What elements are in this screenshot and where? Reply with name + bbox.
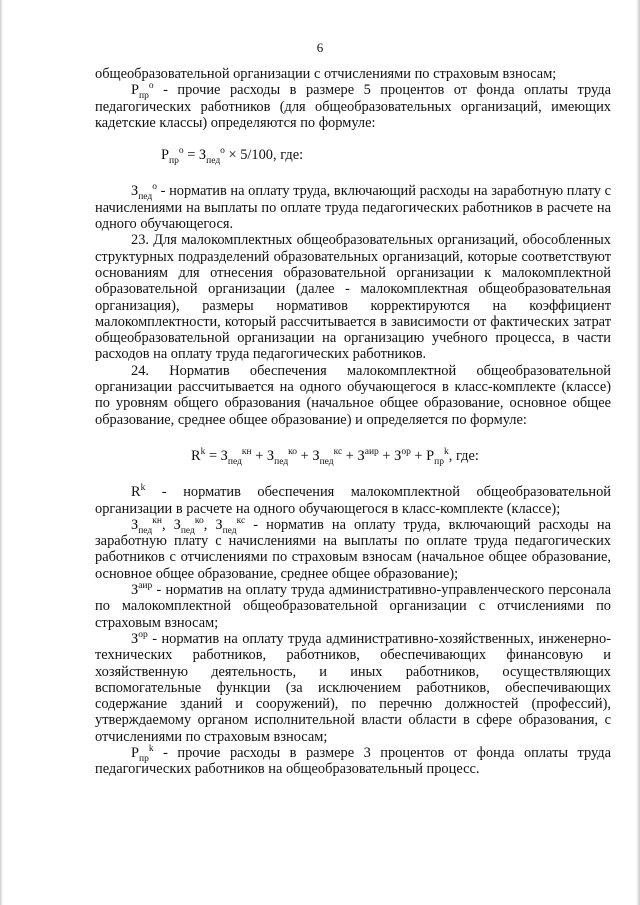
paragraph-item-24: 24. Норматив обеспечения малокомплектной общеобразовательной организации рассчитывается на одного обучающегося в класс-комплекте (классе) по уровням общего образования (начальное общее образование, основное общее образование, среднее общее образование) и определяется по формуле: (95, 362, 611, 428)
formula-other-expenses: $Р_{пр}^о = З_{пед}^о \times 5/100$, где: (161, 146, 304, 167)
paragraph-teacher-wage-norms: $З_{пед}^{кн}$, $З_{пед}^{ко}$, $З_{пед}^{кс}$ - норматив на оплату труда, включающий расходы на заработную плату с начислениями на выплаты по оплате труда педагогических работников с отчислениями по страховым взносам (начальное общее образование, основное общее образование, среднее общее образование); (95, 516, 612, 582)
scan-edge-right (636, 0, 640, 905)
document-body (95, 66, 611, 778)
paragraph-admin-wage-norm: $З^{аир}$ - норматив на оплату труда административно-управленческого персонала по малокомплектной общеобразовательной организации с отчислениями по страховым взносам; (95, 581, 611, 631)
scan-edge-left (0, 0, 3, 905)
paragraph-other-expenses-5pct: $Р_{пр}^о$ - прочие расходы в размере 5 процентов от фонда оплаты труда педагогических работников (для общеобразовательных организаций, имеющих кадетские классы) определяются по формуле: (95, 81, 611, 131)
formula-small-school-norm: $R^k = З_{пед}^{кн} + З_{пед}^{ко} + З_{пед}^{кс} + З^{аир} + З^{ор} + Р_{пр}^k$, где: (191, 447, 479, 467)
paragraph-support-staff-wage-norm: $З^{ор}$ - норматив на оплату труда административно-хозяйственных, инженерно-технических работников, работников, обеспечивающих финансовую и хозяйственную деятельность, и иных работников, осуществляющих вспомогательные функции (за исключением работников, обеспечивающих содержание зданий и сооружений), по перечню должностей (профессий), утверждаемому органом исполнительной власти области в сфере образования, с отчислениями по страховым взносам; (95, 630, 611, 745)
paragraph-item-23: 23. Для малокомплектных общеобразовательных организаций, обособленных структурных подразделений образовательных организаций, которые соответствуют основаниям для отнесения образовательной организации к малокомплектной образовательной организации (далее - малокомплектная общеобразовательная организация), размеры нормативов корректируются на коэффициент малокомплектности, который рассчитывается в зависимости от фактических затрат общеобразовательной организации на организацию учебного процесса, в части расходов на оплату труда педагогических работников. (95, 232, 611, 363)
page-number: 6 (316, 40, 324, 55)
paragraph-continuation: общеобразовательной организации с отчислениями по страховым взносам; (95, 66, 557, 82)
paragraph-wage-norm-definition: $З_{пед}^о$ - норматив на оплату труда, включающий расходы на заработную плату с начислениями на выплаты по оплате труда педагогических работников в расчете на одного обучающегося. (95, 182, 611, 233)
paragraph-rk-definition: $R^k$ - норматив обеспечения малокомплектной общеобразовательной организации в расчете на одного обучающегося в класс-комплекте (классе); (95, 483, 611, 517)
paragraph-other-expenses-3pct: $Р_{пр}^k$ - прочие расходы в размере 3 процентов от фонда оплаты труда педагогических работников на общеобразовательный процесс. (95, 744, 611, 778)
